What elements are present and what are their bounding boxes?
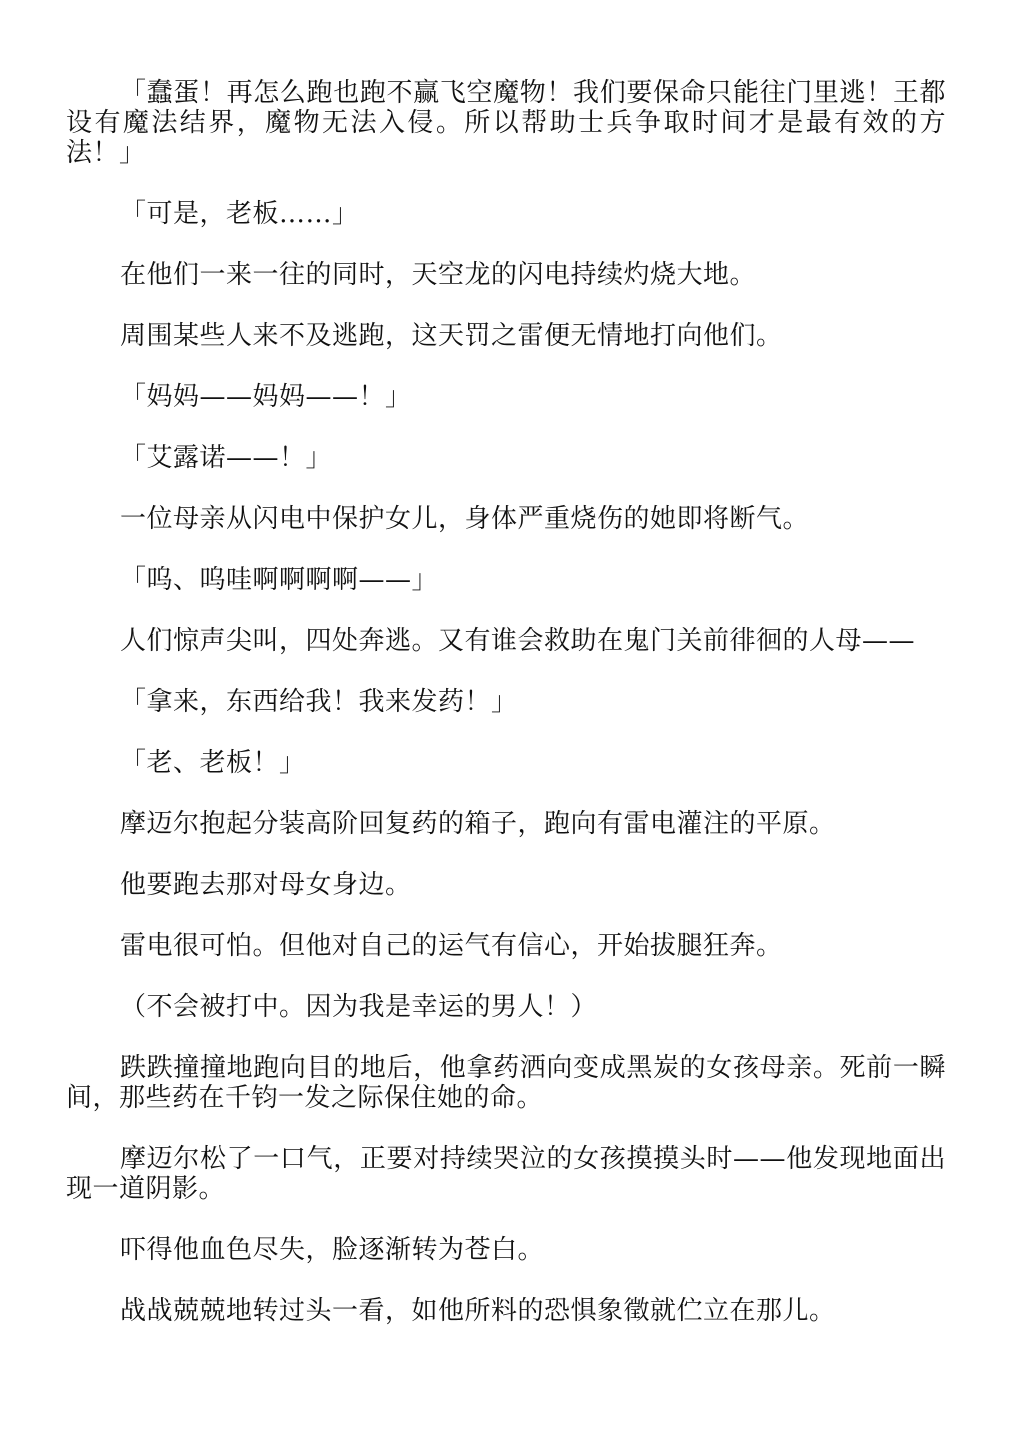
- paragraph: 「蠢蛋！再怎么跑也跑不赢飞空魔物！我们要保命只能往门里逃！王都设有魔法结界，魔物无法入侵。所以帮助士兵争取时间才是最有效的方法！」: [66, 78, 946, 168]
- paragraph: 在他们一来一往的同时，天空龙的闪电持续灼烧大地。: [120, 260, 757, 290]
- paragraph: 摩迈尔抱起分装高阶回复药的箱子，跑向有雷电灌注的平原。: [120, 809, 836, 839]
- paragraph: 「老、老板！」: [120, 748, 306, 778]
- document-page: [66, 78, 946, 1357]
- paragraph: 「可是，老板……」: [120, 199, 359, 229]
- paragraph: 战战兢兢地转过头一看，如他所料的恐惧象徵就伫立在那儿。: [120, 1296, 836, 1326]
- paragraph: 「呜、呜哇啊啊啊啊——」: [120, 565, 439, 595]
- paragraph: 摩迈尔松了一口气，正要对持续哭泣的女孩摸摸头时——他发现地面出现一道阴影。: [66, 1144, 946, 1204]
- paragraph: 人们惊声尖叫，四处奔逃。又有谁会救助在鬼门关前徘徊的人母——: [120, 626, 916, 656]
- paragraph: 他要跑去那对母女身边。: [120, 870, 412, 900]
- paragraph: （不会被打中。因为我是幸运的男人！）: [120, 992, 598, 1022]
- paragraph: 「艾露诺——！」: [120, 443, 333, 473]
- paragraph: 雷电很可怕。但他对自己的运气有信心，开始拔腿狂奔。: [120, 931, 783, 961]
- paragraph: 跌跌撞撞地跑向目的地后，他拿药洒向变成黑炭的女孩母亲。死前一瞬间，那些药在千钧一发之际保住她的命。: [66, 1053, 946, 1113]
- paragraph: 一位母亲从闪电中保护女儿，身体严重烧伤的她即将断气。: [120, 504, 810, 534]
- paragraph: 周围某些人来不及逃跑，这天罚之雷便无情地打向他们。: [120, 321, 783, 351]
- paragraph: 「妈妈——妈妈——！」: [120, 382, 412, 412]
- paragraph: 吓得他血色尽失，脸逐渐转为苍白。: [120, 1235, 545, 1265]
- paragraph: 「拿来，东西给我！我来发药！」: [120, 687, 518, 717]
